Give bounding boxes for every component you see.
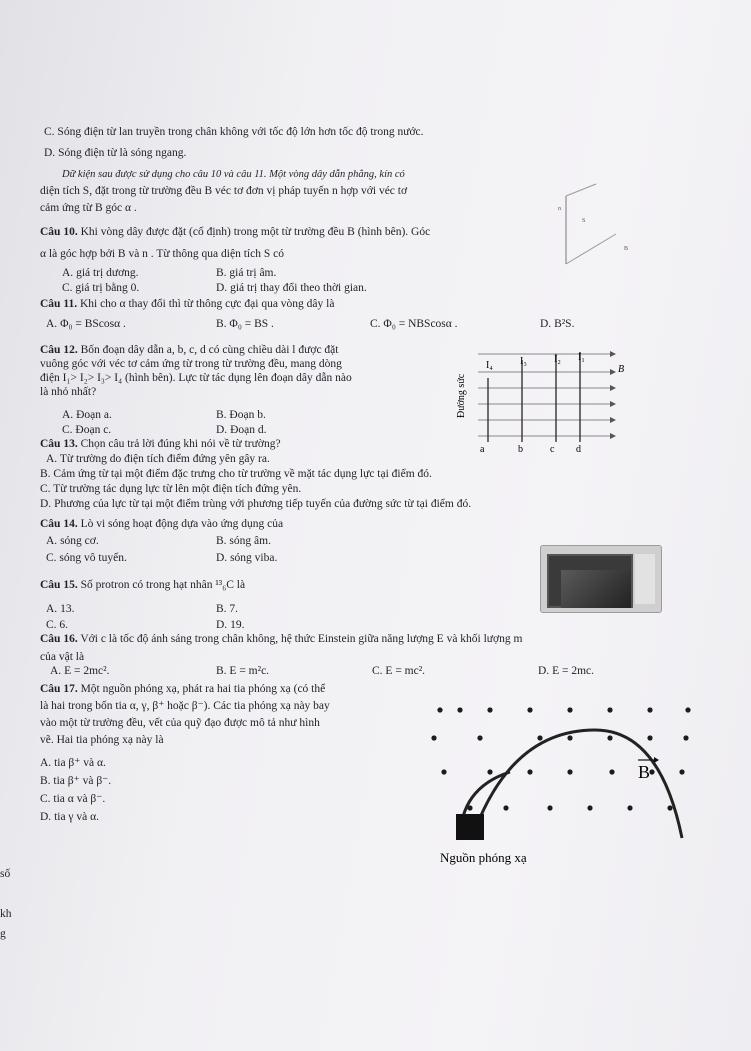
text-line: Câu 16. Với c là tốc độ ánh sáng trong chân không, hệ thức Einstein giữa năng lượng E và khối lượng m xyxy=(40,633,523,645)
text-line: A. giá trị dương. xyxy=(62,267,139,279)
field-dot xyxy=(487,707,492,712)
text-line: C. Từ trường tác dụng lực từ lên một điện tích đứng yên. xyxy=(40,483,302,495)
option-letter: A. xyxy=(46,603,58,615)
field-dot xyxy=(457,707,462,712)
option-letter: D. xyxy=(44,147,56,159)
option-letter: B. xyxy=(216,267,227,279)
option-letter: D. xyxy=(40,498,52,510)
option-letter: D. xyxy=(216,552,228,564)
text-line: B. Đoạn b. xyxy=(216,409,266,421)
text-line: D. Sóng điện từ là sóng ngang. xyxy=(44,147,187,159)
question-number: Câu 17. xyxy=(40,683,78,695)
wire-set xyxy=(488,352,580,442)
text-line: D. giá trị thay đổi theo thời gian. xyxy=(216,282,367,294)
option-letter: D. xyxy=(540,318,552,330)
option-letter: C. xyxy=(40,483,51,495)
option-letter: C. xyxy=(40,793,51,805)
field-dot xyxy=(537,735,542,740)
microwave-image xyxy=(540,545,662,613)
text-line: A. 13. xyxy=(46,603,75,615)
option-letter: B. xyxy=(216,409,227,421)
field-dot xyxy=(437,707,442,712)
field-dot xyxy=(527,769,532,774)
field-dot xyxy=(609,769,614,774)
question-number: Câu 13. xyxy=(40,438,78,450)
text-line: B. Φ₀ = BS . xyxy=(216,318,274,330)
current-i1: I₁ xyxy=(578,352,585,363)
text-line: Câu 13. Chọn câu trả lời đúng khi nói về từ trường? xyxy=(40,438,281,450)
margin-fragment: số xyxy=(0,868,11,880)
text-line: α là góc hợp bởi B và n . Từ thông qua diện tích S có xyxy=(40,248,284,260)
field-line-label: Đường sức xyxy=(456,373,467,418)
loop-edge xyxy=(566,184,596,196)
text-line: vào một từ trường đều, vết của quỹ đạo được mô tả như hình xyxy=(40,717,320,729)
text-line: A. tia β⁺ và α. xyxy=(40,757,106,769)
question-number: Câu 12. xyxy=(40,344,78,356)
text-line: là nhỏ nhất? xyxy=(40,386,97,398)
field-b: B xyxy=(618,364,625,375)
text-line: C. Φ₀ = NBScosα . xyxy=(370,318,458,330)
field-dot xyxy=(431,735,436,740)
text-line: D. Phương của lực từ tại một điểm trùng với phương tiếp tuyến của đường sức từ tại điểm đó. xyxy=(40,498,472,510)
text-line: là hai trong bốn tia α, γ, β⁺ hoặc β⁻). Các tia phóng xạ này bay xyxy=(40,700,330,712)
option-letter: C. xyxy=(46,619,57,631)
text-line: D. 19. xyxy=(216,619,245,631)
field-label-b: B xyxy=(638,762,651,782)
field-dot xyxy=(527,707,532,712)
text-line: của vật là xyxy=(40,651,85,663)
text-line: B. Cảm ứng từ tại một điểm đặc trưng cho từ trường về mặt tác dụng lực tại điểm đó. xyxy=(40,468,432,480)
source-caption: Nguồn phóng xạ xyxy=(440,850,527,865)
text-line: C. E = mc². xyxy=(372,665,426,677)
text-line: D. sóng viba. xyxy=(216,552,278,564)
text-line: C. tia α và β⁻. xyxy=(40,793,106,805)
text-line: D. E = 2mc. xyxy=(538,665,594,677)
field-dot xyxy=(647,735,652,740)
field-dot xyxy=(567,707,572,712)
margin-fragment: kh xyxy=(0,908,12,920)
text-line: A. E = 2mc². xyxy=(50,665,110,677)
field-dot xyxy=(683,735,688,740)
text-line: A. Từ trường do điện tích điểm đứng yên gây ra. xyxy=(46,453,270,465)
option-letter: D. xyxy=(216,424,228,436)
text-line: B. tia β⁺ và β⁻. xyxy=(40,775,112,787)
field-dot xyxy=(607,707,612,712)
text-line: C. 6. xyxy=(46,619,69,631)
field-dot xyxy=(679,769,684,774)
text-line: vẽ. Hai tia phóng xạ này là xyxy=(40,734,164,746)
loop-figure xyxy=(556,178,716,288)
text-line: B. E = m²c. xyxy=(216,665,270,677)
option-letter: C. xyxy=(44,126,55,138)
text-line: Dữ kiện sau được sử dụng cho câu 10 và câu 11. Một vòng dây dẫn phẳng, kín có xyxy=(62,169,405,180)
option-letter: A. xyxy=(46,318,58,330)
option-letter: C. xyxy=(62,282,73,294)
text-line: Câu 15. Số protron có trong hạt nhân ¹³₆C là xyxy=(40,579,246,591)
radiation-source xyxy=(456,814,484,840)
field-dot xyxy=(649,769,654,774)
text-line: D. B²S. xyxy=(540,318,575,330)
wires-figure xyxy=(450,340,630,458)
option-letter: B. xyxy=(216,665,227,677)
text-line: Câu 17. Một nguồn phóng xạ, phát ra hai tia phóng xạ (có thể xyxy=(40,683,326,695)
fig10-s: S xyxy=(582,218,586,224)
field-dot xyxy=(567,769,572,774)
field-dot xyxy=(567,735,572,740)
wire-label-b: b xyxy=(518,444,523,455)
option-letter: B. xyxy=(216,603,227,615)
text-line: vuông góc với véc tơ cảm ứng từ trong từ trường đều, mang dòng xyxy=(40,358,342,370)
current-i3: I₃ xyxy=(520,356,527,367)
question-number: Câu 10. xyxy=(40,226,78,238)
text-line: Câu 12. Bốn đoạn dây dẫn a, b, c, d có cùng chiều dài l được đặt xyxy=(40,344,339,356)
field-dot xyxy=(587,805,592,810)
option-letter: D. xyxy=(538,665,550,677)
text-line: C. sóng vô tuyến. xyxy=(46,552,127,564)
text-line: C. giá trị bằng 0. xyxy=(62,282,140,294)
text-line: Câu 11. Khi cho α thay đổi thì từ thông cực đại qua vòng dây là xyxy=(40,298,335,310)
text-line: D. Đoạn d. xyxy=(216,424,267,436)
margin-fragment: g xyxy=(0,928,6,940)
option-letter: A. xyxy=(46,535,58,547)
text-line: A. sóng cơ. xyxy=(46,535,99,547)
text-line: Câu 14. Lò vi sóng hoạt động dựa vào ứng dụng của xyxy=(40,518,284,530)
question-number: Câu 14. xyxy=(40,518,78,530)
option-letter: A. xyxy=(50,665,62,677)
option-letter: C. xyxy=(62,424,73,436)
question-number: Câu 15. xyxy=(40,579,78,591)
text-line: B. giá trị âm. xyxy=(216,267,277,279)
option-letter: B. xyxy=(40,775,51,787)
option-letter: B. xyxy=(216,535,227,547)
text-line: cảm ứng từ B góc α . xyxy=(40,202,137,214)
field-dot xyxy=(477,735,482,740)
wire-label-c: c xyxy=(550,444,555,455)
text-line: điện I₁> I₂> I₃> I₄ (hình bên). Lực từ tác dụng lên đoạn dây dẫn nào xyxy=(40,372,352,384)
field-dot xyxy=(607,735,612,740)
field-arrows xyxy=(610,351,616,439)
question-number: Câu 11. xyxy=(40,298,78,310)
option-letter: D. xyxy=(216,282,228,294)
field-dot xyxy=(441,769,446,774)
loop-edge xyxy=(566,234,616,264)
text-line: A. Φ₀ = BScosα . xyxy=(46,318,126,330)
text-line: C. Đoạn c. xyxy=(62,424,112,436)
current-i2: I₂ xyxy=(554,354,561,365)
field-dot xyxy=(547,805,552,810)
field-dot xyxy=(685,707,690,712)
field-dot xyxy=(627,805,632,810)
question-number: Câu 16. xyxy=(40,633,78,645)
option-letter: B. xyxy=(216,318,227,330)
wire-label-a: a xyxy=(480,444,485,455)
option-letter: A. xyxy=(40,757,52,769)
fig10-b: B xyxy=(624,246,629,252)
text-line: B. sóng âm. xyxy=(216,535,271,547)
text-line: diện tích S, đặt trong từ trường đều B véc tơ đơn vị pháp tuyến n hợp với véc tơ xyxy=(40,185,408,197)
trajectory-right xyxy=(472,730,682,838)
text-line: B. 7. xyxy=(216,603,239,615)
field-dot xyxy=(667,805,672,810)
option-letter: C. xyxy=(372,665,383,677)
current-i4: I₄ xyxy=(486,360,493,371)
text-line: Câu 10. Khi vòng dây được đặt (cố định) trong một từ trường đều B (hình bên). Góc xyxy=(40,226,431,238)
option-letter: A. xyxy=(62,267,74,279)
option-letter: A. xyxy=(46,453,58,465)
option-letter: D. xyxy=(40,811,52,823)
text-line: D. tia γ và α. xyxy=(40,811,100,823)
text-line: C. Sóng điện từ lan truyền trong chân không với tốc độ lớn hơn tốc độ trong nước. xyxy=(44,126,424,138)
option-letter: C. xyxy=(370,318,381,330)
option-letter: D. xyxy=(216,619,228,631)
field-lines xyxy=(478,354,610,436)
text-line: A. Đoạn a. xyxy=(62,409,112,421)
field-dot xyxy=(487,769,492,774)
field-dot xyxy=(503,805,508,810)
option-letter: B. xyxy=(40,468,51,480)
field-dot xyxy=(647,707,652,712)
wire-label-d: d xyxy=(576,444,581,455)
fig10-n: n xyxy=(558,206,561,212)
radiation-figure xyxy=(420,690,700,880)
option-letter: C. xyxy=(46,552,57,564)
option-letter: A. xyxy=(62,409,74,421)
